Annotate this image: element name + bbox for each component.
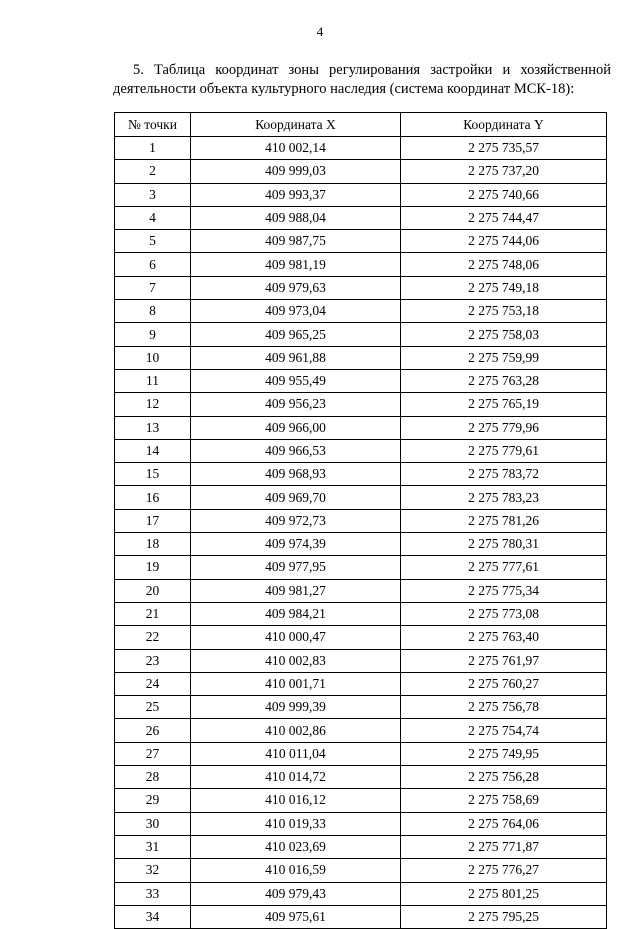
table-row <box>115 905 607 928</box>
cell-point-number: 19 <box>115 556 191 579</box>
cell-coordinate-y: 2 275 756,78 <box>401 696 607 719</box>
cell-point-number: 30 <box>115 812 191 835</box>
cell-coordinate-x: 409 993,37 <box>191 183 401 206</box>
cell-coordinate-x: 410 023,69 <box>191 835 401 858</box>
cell-coordinate-x: 409 984,21 <box>191 602 401 625</box>
cell-point-number: 1 <box>115 137 191 160</box>
cell-point-number: 23 <box>115 649 191 672</box>
cell-coordinate-x: 409 999,39 <box>191 696 401 719</box>
cell-coordinate-y: 2 275 765,19 <box>401 393 607 416</box>
cell-point-number: 5 <box>115 230 191 253</box>
cell-coordinate-y: 2 275 735,57 <box>401 137 607 160</box>
cell-coordinate-y: 2 275 801,25 <box>401 882 607 905</box>
cell-point-number: 16 <box>115 486 191 509</box>
table-row <box>115 183 607 206</box>
cell-point-number: 7 <box>115 276 191 299</box>
cell-coordinate-x: 410 019,33 <box>191 812 401 835</box>
table-row <box>115 789 607 812</box>
cell-coordinate-y: 2 275 776,27 <box>401 859 607 882</box>
cell-coordinate-y: 2 275 740,66 <box>401 183 607 206</box>
table-row <box>115 369 607 392</box>
column-header-point: № точки <box>115 113 191 137</box>
cell-coordinate-x: 410 011,04 <box>191 742 401 765</box>
cell-coordinate-y: 2 275 795,25 <box>401 905 607 928</box>
cell-point-number: 24 <box>115 672 191 695</box>
cell-point-number: 31 <box>115 835 191 858</box>
cell-coordinate-x: 409 977,95 <box>191 556 401 579</box>
cell-coordinate-y: 2 275 773,08 <box>401 602 607 625</box>
cell-coordinate-y: 2 275 763,28 <box>401 369 607 392</box>
cell-point-number: 12 <box>115 393 191 416</box>
cell-coordinate-y: 2 275 763,40 <box>401 626 607 649</box>
cell-point-number: 32 <box>115 859 191 882</box>
cell-point-number: 28 <box>115 766 191 789</box>
cell-point-number: 4 <box>115 206 191 229</box>
cell-coordinate-x: 409 966,53 <box>191 439 401 462</box>
table-row <box>115 416 607 439</box>
table-row <box>115 230 607 253</box>
cell-point-number: 18 <box>115 533 191 556</box>
heading-line-2: деятельности объекта культурного наследия (система координат МСК-18): <box>113 81 575 97</box>
cell-point-number: 11 <box>115 369 191 392</box>
cell-coordinate-x: 409 999,03 <box>191 160 401 183</box>
table-row <box>115 160 607 183</box>
cell-coordinate-y: 2 275 754,74 <box>401 719 607 742</box>
column-header-x: Координата X <box>191 113 401 137</box>
table-row <box>115 649 607 672</box>
cell-coordinate-x: 409 975,61 <box>191 905 401 928</box>
cell-coordinate-y: 2 275 779,61 <box>401 439 607 462</box>
table-row <box>115 859 607 882</box>
table-row <box>115 882 607 905</box>
table-row <box>115 486 607 509</box>
cell-coordinate-y: 2 275 779,96 <box>401 416 607 439</box>
table-row <box>115 276 607 299</box>
cell-coordinate-y: 2 275 756,28 <box>401 766 607 789</box>
table-row <box>115 323 607 346</box>
cell-coordinate-x: 409 988,04 <box>191 206 401 229</box>
cell-coordinate-y: 2 275 764,06 <box>401 812 607 835</box>
cell-coordinate-x: 409 972,73 <box>191 509 401 532</box>
column-header-y: Координата Y <box>401 113 607 137</box>
table-row <box>115 253 607 276</box>
cell-coordinate-y: 2 275 749,95 <box>401 742 607 765</box>
cell-point-number: 20 <box>115 579 191 602</box>
cell-point-number: 17 <box>115 509 191 532</box>
cell-coordinate-x: 410 002,83 <box>191 649 401 672</box>
cell-point-number: 22 <box>115 626 191 649</box>
table-row <box>115 533 607 556</box>
cell-coordinate-y: 2 275 748,06 <box>401 253 607 276</box>
cell-point-number: 15 <box>115 463 191 486</box>
cell-coordinate-x: 409 956,23 <box>191 393 401 416</box>
cell-coordinate-x: 409 966,00 <box>191 416 401 439</box>
table-row <box>115 672 607 695</box>
cell-coordinate-y: 2 275 777,61 <box>401 556 607 579</box>
cell-coordinate-x: 410 016,12 <box>191 789 401 812</box>
cell-coordinate-x: 409 961,88 <box>191 346 401 369</box>
cell-point-number: 29 <box>115 789 191 812</box>
cell-coordinate-y: 2 275 744,47 <box>401 206 607 229</box>
cell-point-number: 10 <box>115 346 191 369</box>
table-row <box>115 719 607 742</box>
cell-coordinate-y: 2 275 753,18 <box>401 300 607 323</box>
table-row <box>115 206 607 229</box>
heading-line-1: 5. Таблица координат зоны регулирования застройки и хозяйственной <box>133 62 611 78</box>
cell-coordinate-x: 409 969,70 <box>191 486 401 509</box>
cell-coordinate-x: 409 955,49 <box>191 369 401 392</box>
cell-point-number: 8 <box>115 300 191 323</box>
cell-coordinate-x: 410 000,47 <box>191 626 401 649</box>
cell-point-number: 2 <box>115 160 191 183</box>
coordinates-table <box>114 112 607 929</box>
cell-coordinate-x: 409 979,63 <box>191 276 401 299</box>
table-row <box>115 137 607 160</box>
cell-coordinate-y: 2 275 775,34 <box>401 579 607 602</box>
cell-point-number: 3 <box>115 183 191 206</box>
cell-coordinate-y: 2 275 781,26 <box>401 509 607 532</box>
cell-point-number: 13 <box>115 416 191 439</box>
cell-coordinate-x: 409 968,93 <box>191 463 401 486</box>
cell-coordinate-x: 409 987,75 <box>191 230 401 253</box>
cell-coordinate-y: 2 275 759,99 <box>401 346 607 369</box>
cell-coordinate-y: 2 275 758,03 <box>401 323 607 346</box>
table-row <box>115 346 607 369</box>
cell-point-number: 25 <box>115 696 191 719</box>
cell-coordinate-x: 409 973,04 <box>191 300 401 323</box>
cell-coordinate-y: 2 275 749,18 <box>401 276 607 299</box>
cell-point-number: 34 <box>115 905 191 928</box>
page-number: 4 <box>316 24 324 39</box>
table-row <box>115 556 607 579</box>
cell-coordinate-y: 2 275 737,20 <box>401 160 607 183</box>
cell-coordinate-x: 410 014,72 <box>191 766 401 789</box>
table-row <box>115 463 607 486</box>
cell-coordinate-x: 409 981,27 <box>191 579 401 602</box>
cell-coordinate-x: 409 979,43 <box>191 882 401 905</box>
cell-coordinate-x: 410 016,59 <box>191 859 401 882</box>
cell-point-number: 14 <box>115 439 191 462</box>
table-row <box>115 626 607 649</box>
table-body <box>115 137 607 929</box>
cell-coordinate-y: 2 275 758,69 <box>401 789 607 812</box>
cell-point-number: 26 <box>115 719 191 742</box>
cell-coordinate-y: 2 275 744,06 <box>401 230 607 253</box>
table-row <box>115 509 607 532</box>
cell-coordinate-x: 410 001,71 <box>191 672 401 695</box>
table-row <box>115 439 607 462</box>
table-row <box>115 579 607 602</box>
table-row <box>115 602 607 625</box>
cell-point-number: 21 <box>115 602 191 625</box>
cell-coordinate-y: 2 275 780,31 <box>401 533 607 556</box>
cell-point-number: 27 <box>115 742 191 765</box>
cell-coordinate-y: 2 275 761,97 <box>401 649 607 672</box>
table-heading <box>113 61 611 99</box>
cell-coordinate-y: 2 275 760,27 <box>401 672 607 695</box>
cell-point-number: 6 <box>115 253 191 276</box>
cell-coordinate-y: 2 275 783,23 <box>401 486 607 509</box>
table-row <box>115 812 607 835</box>
table-row <box>115 300 607 323</box>
cell-coordinate-x: 410 002,14 <box>191 137 401 160</box>
cell-point-number: 9 <box>115 323 191 346</box>
cell-point-number: 33 <box>115 882 191 905</box>
cell-coordinate-x: 409 981,19 <box>191 253 401 276</box>
cell-coordinate-x: 409 965,25 <box>191 323 401 346</box>
table-row <box>115 393 607 416</box>
cell-coordinate-y: 2 275 771,87 <box>401 835 607 858</box>
table-header-row <box>115 113 607 137</box>
table-row <box>115 742 607 765</box>
table-row <box>115 835 607 858</box>
table-row <box>115 696 607 719</box>
cell-coordinate-y: 2 275 783,72 <box>401 463 607 486</box>
cell-coordinate-x: 410 002,86 <box>191 719 401 742</box>
table-row <box>115 766 607 789</box>
cell-coordinate-x: 409 974,39 <box>191 533 401 556</box>
